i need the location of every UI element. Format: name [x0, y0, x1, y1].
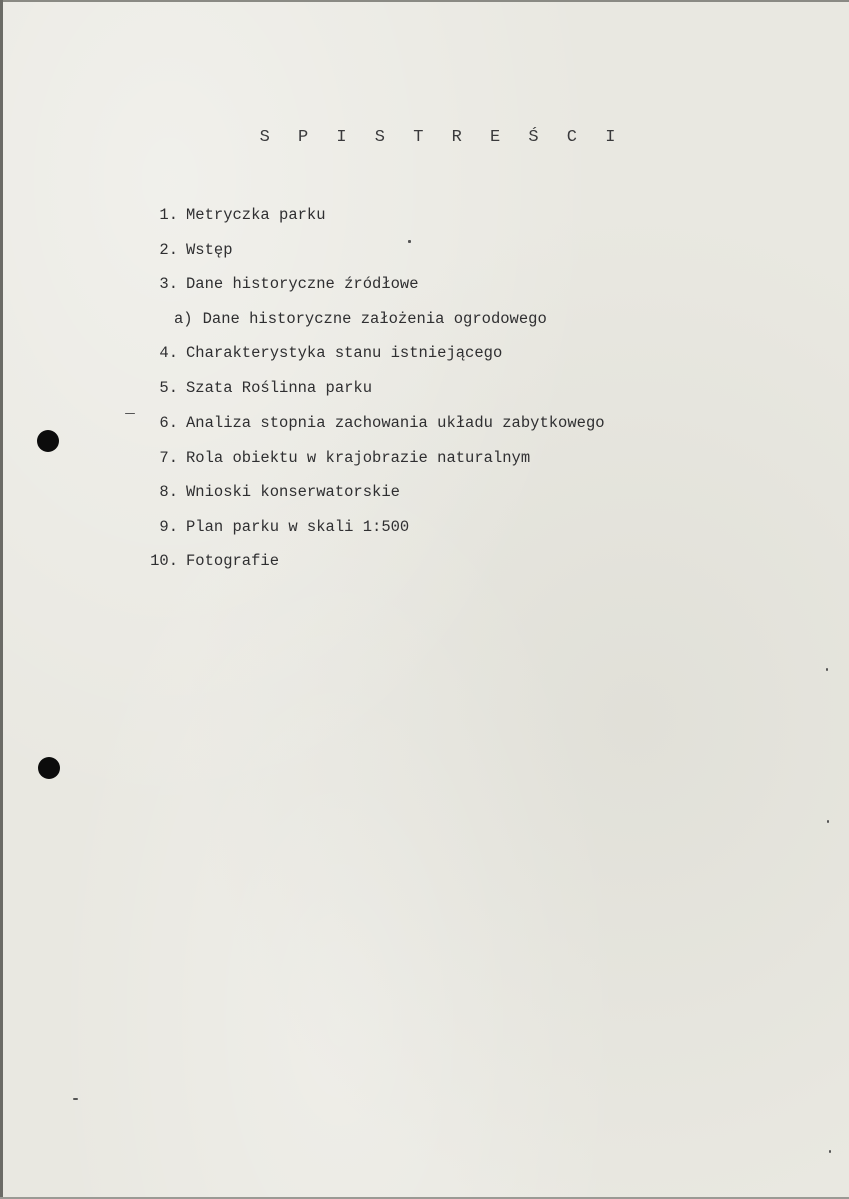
toc-item-number: 8.: [159, 483, 178, 501]
toc-item-text: Rola obiektu w krajobrazie naturalnym: [186, 449, 531, 467]
toc-item: [120, 483, 400, 505]
toc-sub-item-text: Dane historyczne założenia ogrodowego: [202, 310, 547, 328]
toc-item: [120, 275, 419, 297]
paper-speck: [73, 1098, 78, 1100]
punch-hole: [37, 430, 59, 452]
toc-item: [120, 206, 326, 228]
toc-item-number: 4.: [159, 344, 178, 362]
toc-sub-item: [174, 310, 547, 328]
toc-item-text: Fotografie: [186, 552, 280, 570]
toc-item-number: 6.: [159, 414, 178, 432]
toc-item: [120, 518, 409, 540]
punch-hole: [38, 757, 60, 779]
paper-speck: [826, 668, 828, 671]
toc-item-text: Analiza stopnia zachowania układu zabytkowego: [186, 414, 605, 432]
toc-item-text: Metryczka parku: [186, 206, 326, 224]
page-edge-top: [0, 0, 849, 2]
toc-item: [120, 552, 279, 574]
toc-item: [120, 449, 530, 471]
toc-item-number: 3.: [159, 275, 178, 293]
toc-item-number: 7.: [159, 449, 178, 467]
toc-item-text: Szata Roślinna parku: [186, 379, 373, 397]
toc-item-text: Wstęp: [186, 241, 233, 259]
toc-item: [120, 414, 605, 436]
page-edge-left: [0, 0, 3, 1199]
paper-speck: [829, 1150, 831, 1153]
toc-item-number: 2.: [159, 241, 178, 259]
toc-item-number: 5.: [159, 379, 178, 397]
toc-item: [120, 241, 233, 263]
paper-speck: [408, 240, 411, 243]
toc-item-text: Wnioski konserwatorskie: [186, 483, 400, 501]
toc-sub-item-label: a): [174, 310, 193, 328]
paper-speck: [125, 413, 135, 414]
toc-item-number: 10.: [150, 552, 178, 570]
paper-speck: [827, 820, 829, 823]
toc-item-number: 1.: [159, 206, 178, 224]
toc-item: [120, 379, 372, 401]
toc-item: [120, 344, 502, 366]
toc-item-text: Dane historyczne źródłowe: [186, 275, 419, 293]
toc-item-number: 9.: [159, 518, 178, 536]
toc-item-text: Plan parku w skali 1:500: [186, 518, 410, 536]
page-title: S P I S T R E Ś C I: [259, 128, 625, 147]
toc-item-text: Charakterystyka stanu istniejącego: [186, 344, 503, 362]
